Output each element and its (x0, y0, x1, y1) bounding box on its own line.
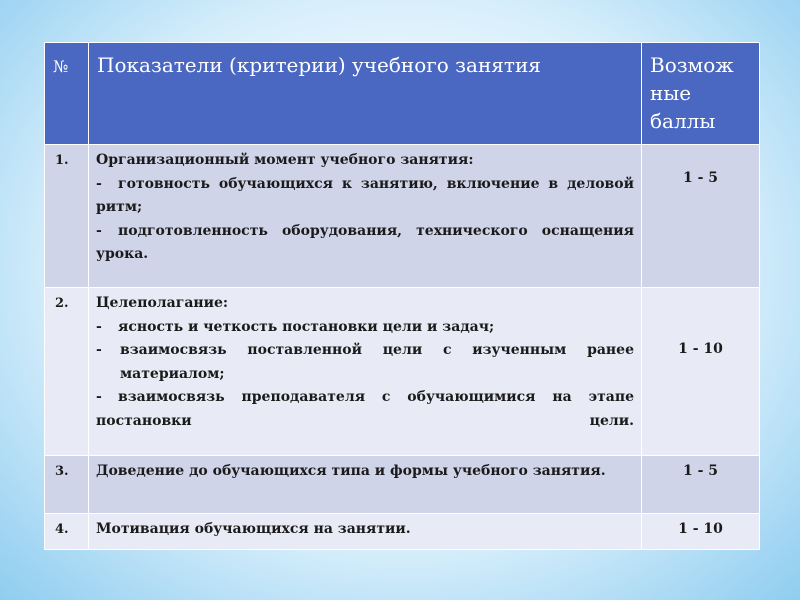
header-criteria: Показатели (критерии) учебного занятия (89, 43, 642, 145)
row-number: 2. (45, 288, 89, 456)
row-score: 1 - 10 (642, 514, 760, 550)
table-row (45, 514, 760, 550)
table-row (45, 456, 760, 514)
row-criteria (89, 288, 642, 456)
criteria-item (96, 339, 634, 386)
table-row (45, 145, 760, 288)
criteria-title: Организационный момент учебного занятия: (96, 152, 474, 168)
criteria-item (96, 220, 634, 267)
criteria-item-text: взаимосвязь преподавателя с обучающимися на этапе постановки цели. (96, 389, 634, 429)
row-number: 3. (45, 456, 89, 514)
row-criteria (89, 514, 642, 550)
dash-marker: - (96, 175, 102, 192)
row-criteria (89, 456, 642, 514)
criteria-title: Целеполагание: (96, 295, 229, 311)
header-number: № (45, 43, 89, 145)
row-score: 1 - 5 (642, 456, 760, 514)
row-score: 1 - 10 (642, 288, 760, 456)
row-score: 1 - 5 (642, 145, 760, 288)
criteria-title: Мотивация обучающихся на занятии. (96, 521, 411, 537)
criteria-item-text: ясность и четкость постановки цели и задач; (118, 318, 495, 335)
criteria-item (96, 386, 634, 433)
criteria-item (96, 316, 634, 340)
table-row (45, 288, 760, 456)
criteria-item-text: взаимосвязь поставленной цели с изученным ранее материалом; (120, 342, 634, 382)
table-header-row (45, 43, 760, 145)
header-score: Возмож ные баллы (642, 43, 760, 145)
dash-marker: - (96, 318, 102, 335)
criteria-table (44, 42, 760, 550)
dash-marker: - (96, 389, 102, 405)
criteria-title: Доведение до обучающихся типа и формы учебного занятия. (96, 463, 606, 479)
criteria-item-text: готовность обучающихся к занятию, включение в деловой ритм; (96, 175, 634, 215)
row-number: 1. (45, 145, 89, 288)
dash-marker: - (96, 342, 102, 358)
criteria-item (96, 173, 634, 220)
criteria-item-text: подготовленность оборудования, технического оснащения урока. (96, 222, 634, 262)
dash-marker: - (96, 222, 102, 239)
row-number: 4. (45, 514, 89, 550)
row-criteria (89, 145, 642, 288)
